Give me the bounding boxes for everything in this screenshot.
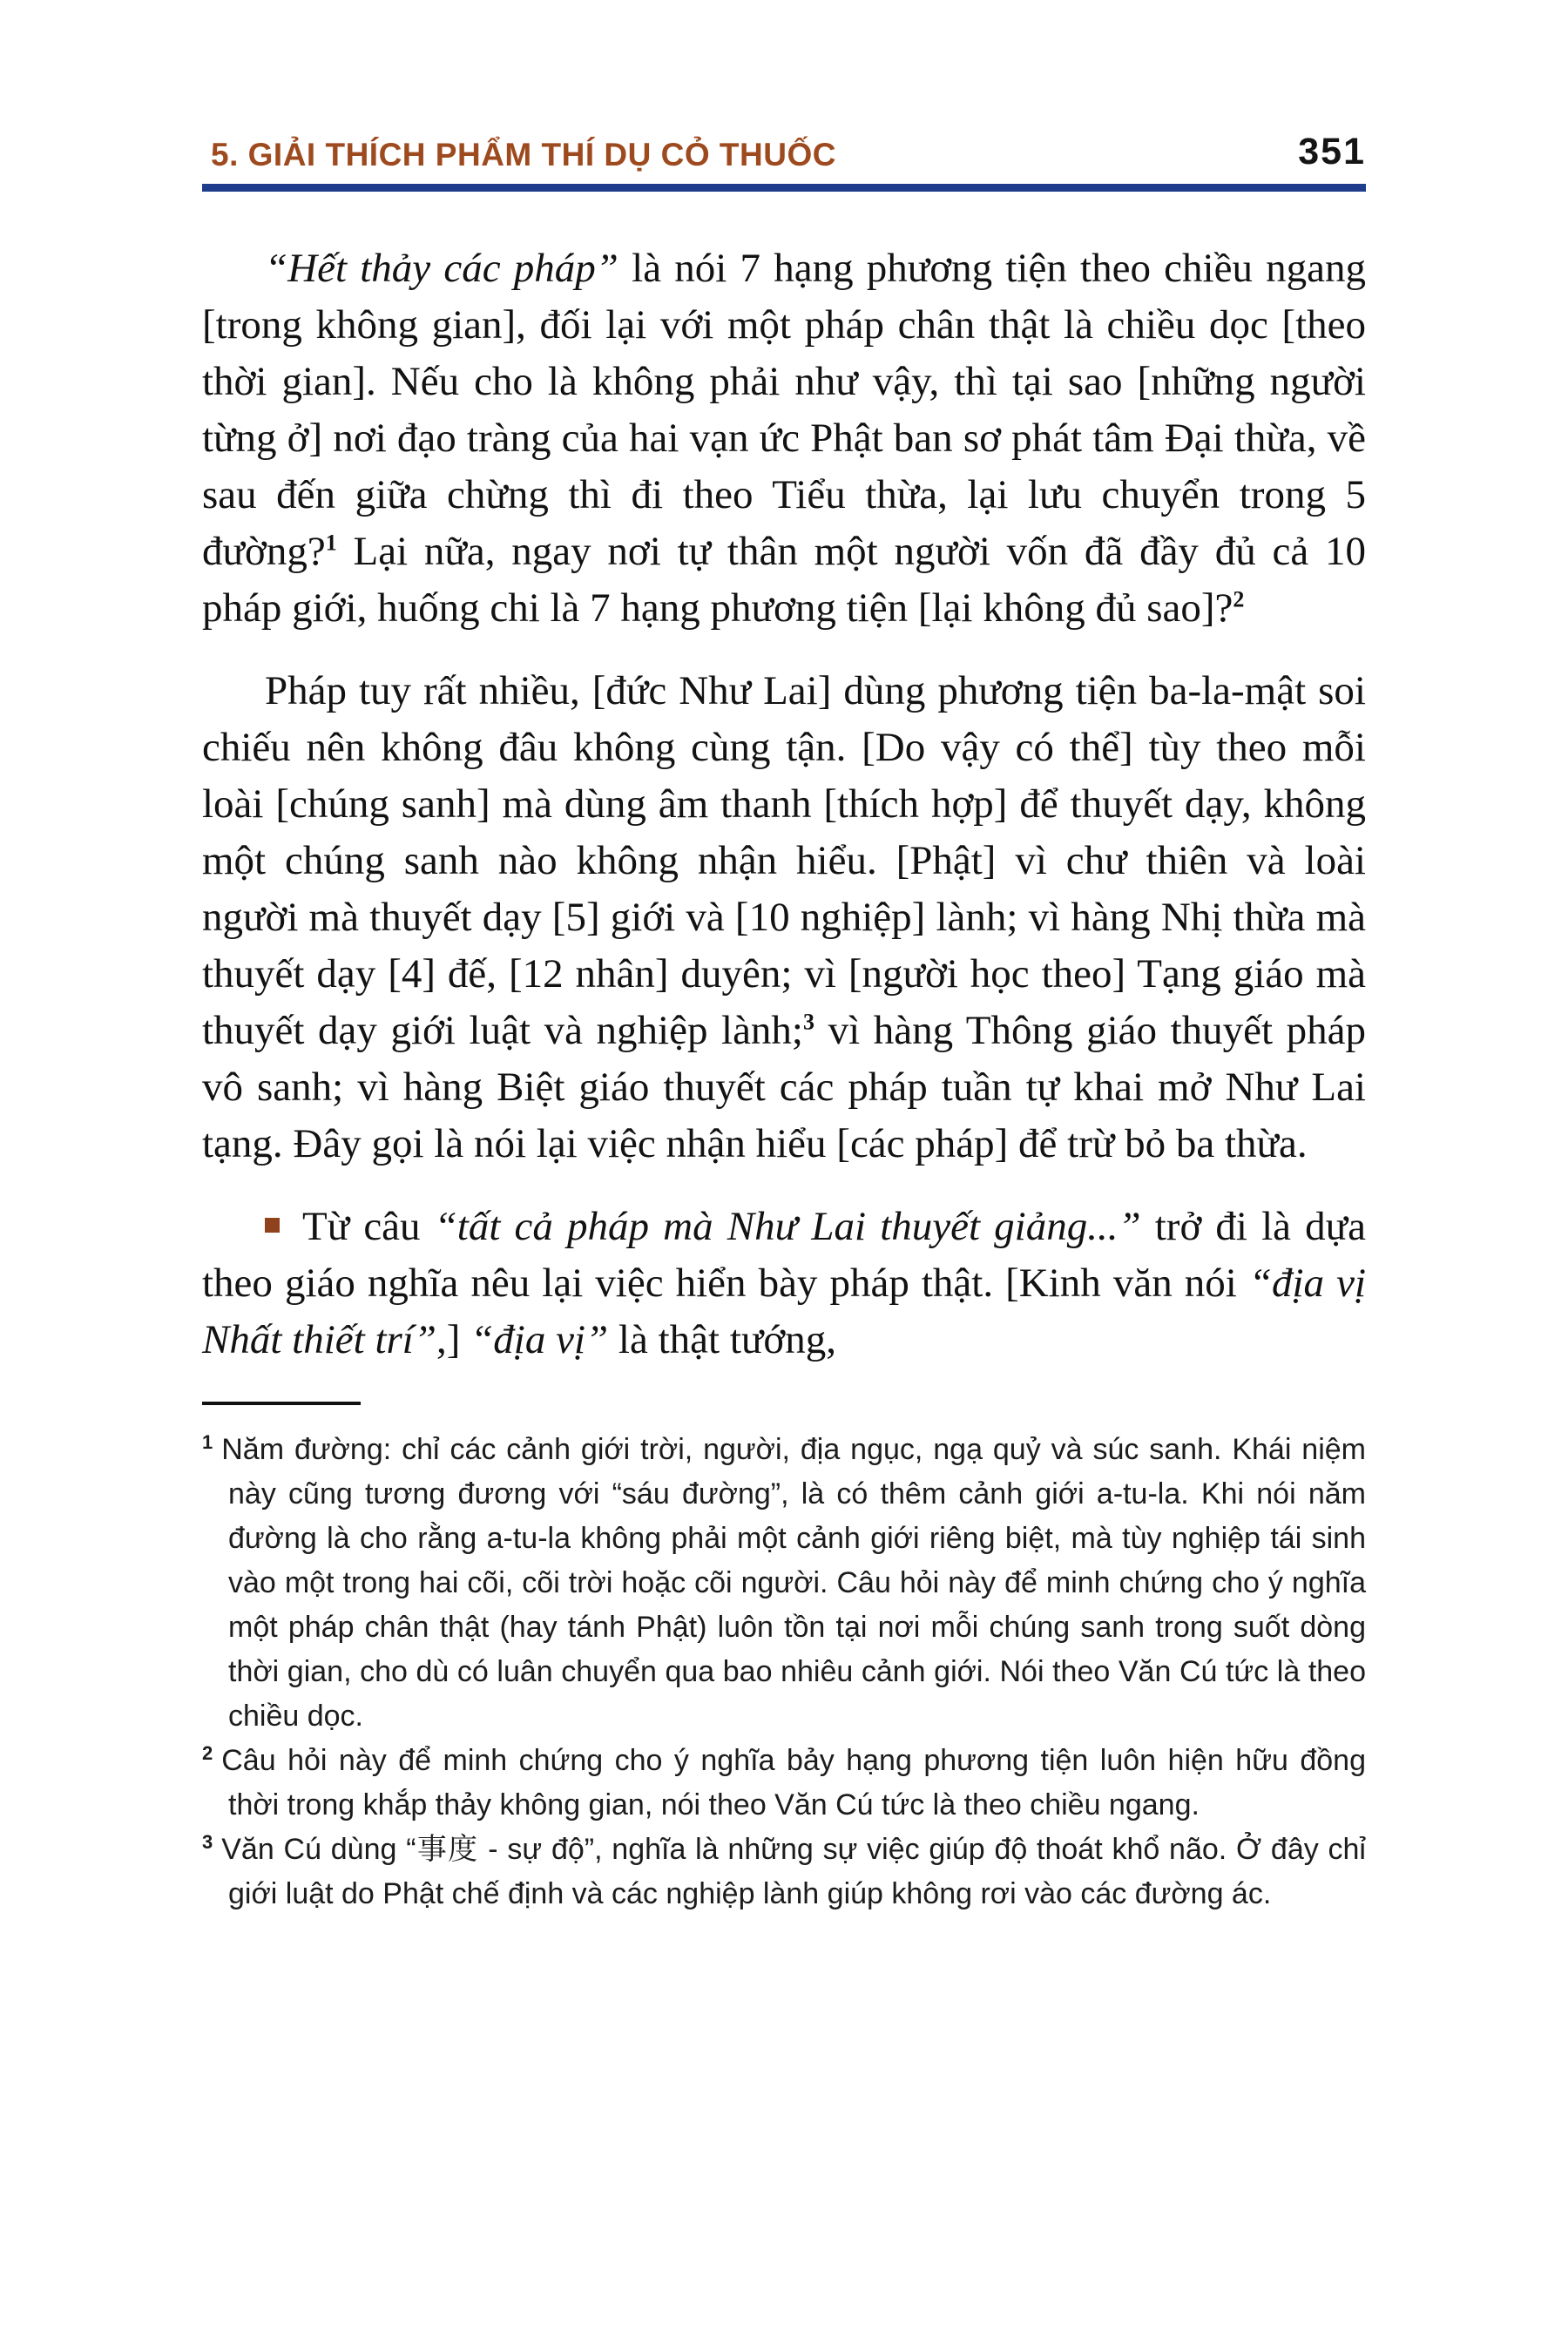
- paragraph: [202, 1199, 1366, 1369]
- footnote-text: Câu hỏi này để minh chứng cho ý nghĩa bảy hạng phương tiện luôn hiện hữu đồng thời trong khắp thảy không gian, nói theo Văn Cú tức là theo chiều ngang.: [221, 1744, 1366, 1821]
- text-segment: trở đi là dựa theo giáo nghĩa nêu lại việc hiển bày pháp thật. [Kinh văn nói: [202, 1204, 1367, 1306]
- text-segment: ,]: [436, 1317, 471, 1362]
- text-segment: “tất cả pháp mà Như Lai thuyết giảng...”: [434, 1204, 1141, 1249]
- footnote-text: Năm đường: chỉ các cảnh giới trời, người, địa ngục, ngạ quỷ và súc sanh. Khái niệm này cũng tương đương với “sáu đường”, là có thêm cảnh giới a-tu-la. Khi nói năm đường là cho rằng a-tu-la không phải một cảnh giới riêng biệt, mà tùy nghiệp tái sinh vào một trong hai cõi, cõi trời hoặc cõi người. Câu hỏi này để minh chứng cho ý nghĩa một pháp chân thật (hay tánh Phật) luôn tồn tại nơi mỗi chúng sanh trong suốt dòng thời gian, cho dù có luân chuyển qua bao nhiêu cảnh giới. Nói theo Văn Cú tức là theo chiều dọc.: [221, 1433, 1366, 1733]
- footnote-marker: 1: [202, 1430, 213, 1453]
- paragraph: [202, 663, 1366, 1173]
- footnote-reference: 2: [1233, 586, 1245, 612]
- header-rule: [202, 184, 1366, 192]
- footnote-marker: 3: [202, 1830, 213, 1853]
- text-segment: là thật tướng,: [608, 1317, 836, 1362]
- text-segment: “Hết thảy các pháp”: [265, 246, 618, 291]
- footnote-item: [202, 1428, 1366, 1739]
- bullet-square-icon: [265, 1218, 280, 1233]
- text-segment: vì hàng Thông giáo thuyết pháp vô sanh; vì hàng Biệt giáo thuyết các pháp tuần tự khai mở Như Lai tạng. Đây gọi là nói lại việc nhận hiểu [các pháp] để trừ bỏ ba thừa.: [202, 1008, 1366, 1166]
- footnote-text: Văn Cú dùng “事度 - sự độ”, nghĩa là những sự việc giúp độ thoát khổ não. Ở đây chỉ giới luật do Phật chế định và các nghiệp lành giúp không rơi vào các đường ác.: [221, 1833, 1366, 1910]
- footnote-reference: 1: [325, 530, 337, 556]
- footnote-separator: [202, 1402, 361, 1405]
- text-segment: là nói 7 hạng phương tiện theo chiều ngang [trong không gian], đối lại với một pháp chân thật là chiều dọc [theo thời gian]. Nếu cho là không phải như vậy, thì tại sao [những người từng ở] nơi đạo tràng của hai vạn ức Phật ban sơ phát tâm Đại thừa, về sau đến giữa chừng thì đi theo Tiểu thừa, lại lưu chuyển trong 5 đường?: [202, 246, 1367, 574]
- chapter-title: 5. GIẢI THÍCH PHẨM THÍ DỤ CỎ THUỐC: [211, 137, 836, 172]
- text-segment: Pháp tuy rất nhiều, [đức Như Lai] dùng phương tiện ba-la-mật soi chiếu nên không đâu không cùng tận. [Do vậy có thể] tùy theo mỗi loài [chúng sanh] mà dùng âm thanh [thích hợp] để thuyết dạy, không một chúng sanh nào không nhận hiểu. [Phật] vì chư thiên và loài người mà thuyết dạy [5] giới và [10 nghiệp] lành; vì hàng Nhị thừa mà thuyết dạy [4] đế, [12 nhân] duyên; vì [người học theo] Tạng giáo mà thuyết dạy giới luật và nghiệp lành;: [202, 668, 1366, 1053]
- footnote-marker: 2: [202, 1741, 213, 1764]
- text-segment: Lại nữa, ngay nơi tự thân một người vốn đã đầy đủ cả 10 pháp giới, huống chi là 7 hạng phương tiện [lại không đủ sao]?: [202, 529, 1366, 631]
- body-text: [202, 240, 1366, 1369]
- page-number: 351: [1298, 131, 1366, 172]
- text-segment: “địa vị”: [470, 1317, 609, 1362]
- running-header: [202, 131, 1366, 173]
- footnote-item: [202, 1828, 1366, 1916]
- text-segment: Từ câu: [302, 1204, 435, 1249]
- footnote-reference: 3: [803, 1009, 814, 1035]
- text-segment: “địa vị Nhất thiết trí”: [202, 1260, 1367, 1362]
- footnotes: [202, 1428, 1366, 1916]
- paragraph: [202, 240, 1366, 637]
- footnote-item: [202, 1739, 1366, 1828]
